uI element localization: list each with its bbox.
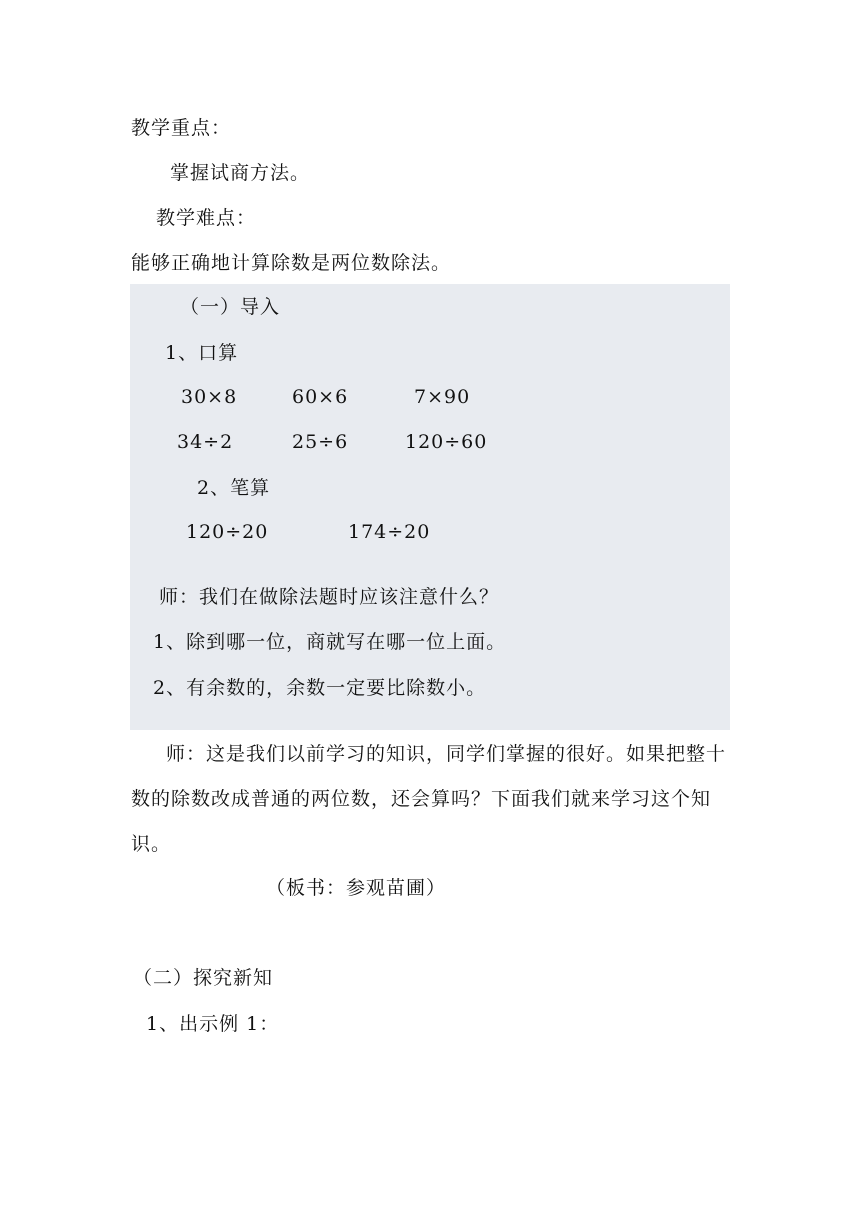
teacher-question: 师：我们在做除法题时应该注意什么？ bbox=[159, 586, 500, 608]
transition-paragraph-line: 识。 bbox=[131, 833, 172, 855]
key-points-heading: 教学重点： bbox=[131, 117, 232, 139]
oral-problem: 34÷2 bbox=[177, 431, 234, 453]
oral-problem: 60×6 bbox=[292, 386, 349, 408]
transition-paragraph-line: 数的除数改成普通的两位数，还会算吗？下面我们就来学习这个知 bbox=[131, 788, 712, 810]
written-calc-title: 2、笔算 bbox=[197, 477, 271, 499]
key-points-content: 掌握试商方法。 bbox=[170, 162, 311, 184]
note-item: 2、有余数的，余数一定要比除数小。 bbox=[153, 677, 487, 699]
written-problem: 120÷20 bbox=[186, 521, 269, 543]
transition-paragraph-line: 师：这是我们以前学习的知识，同学们掌握的很好。如果把整十 bbox=[166, 743, 727, 765]
oral-problem: 7×90 bbox=[414, 386, 471, 408]
written-problem: 174÷20 bbox=[348, 521, 431, 543]
difficult-points-content: 能够正确地计算除数是两位数除法。 bbox=[131, 252, 452, 274]
difficult-points-heading: 教学难点： bbox=[156, 207, 257, 229]
explore-heading: （二）探究新知 bbox=[133, 967, 274, 989]
intro-heading: （一）导入 bbox=[180, 296, 281, 318]
oral-problem: 25÷6 bbox=[292, 431, 349, 453]
board-note: （板书：参观苗圃） bbox=[266, 877, 447, 899]
oral-calc-title: 1、口算 bbox=[165, 342, 239, 364]
note-item: 1、除到哪一位，商就写在哪一位上面。 bbox=[153, 631, 507, 653]
oral-problem: 30×8 bbox=[181, 386, 238, 408]
example-title: 1、出示例 1： bbox=[146, 1013, 280, 1035]
oral-problem: 120÷60 bbox=[405, 431, 488, 453]
